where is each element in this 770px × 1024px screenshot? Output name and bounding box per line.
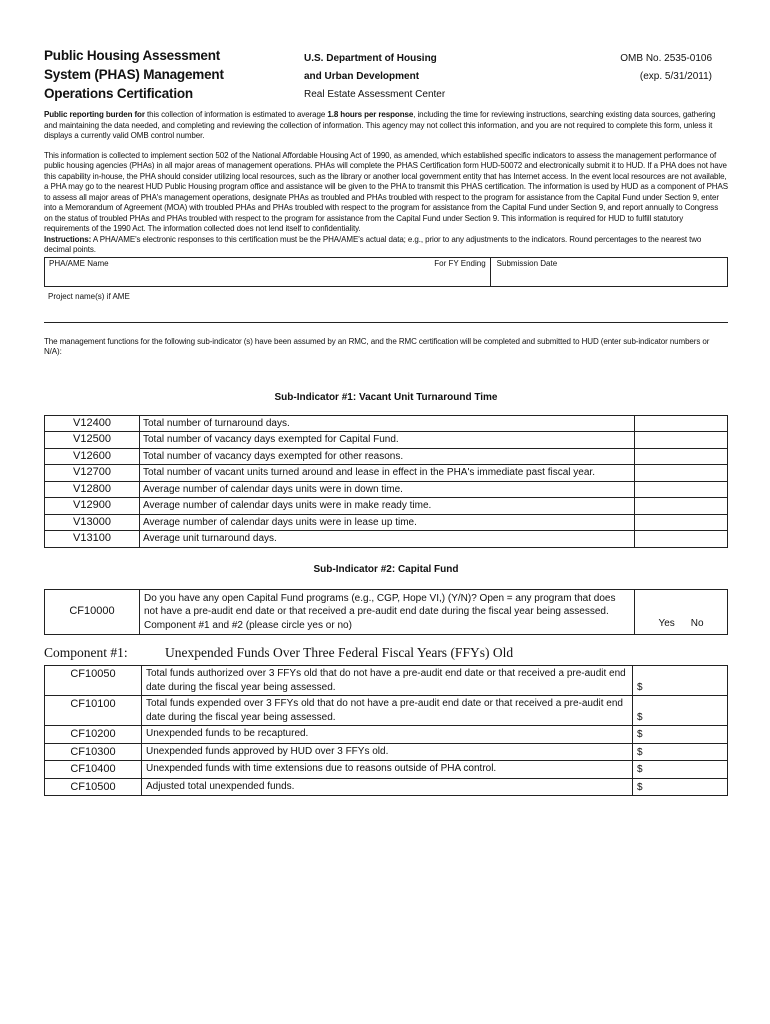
answer-cell[interactable] [635, 481, 728, 498]
instructions-text: A PHA/AME's electronic responses to this certification must be the PHA/AME's actual data; e.g., prior to any adjustments to the indicators. Round percentages to the nearest two decimal points. [44, 234, 702, 254]
table-row [45, 465, 728, 482]
pha-name-field[interactable] [45, 257, 411, 286]
dollar-answer[interactable]: $ [633, 778, 728, 796]
project-name-field[interactable] [44, 287, 728, 323]
component-1-table [44, 665, 728, 796]
submission-date-label: Submission Date [496, 258, 558, 268]
fy-ending-label: For FY Ending [434, 258, 486, 268]
sub-indicator-1-table [44, 415, 728, 548]
sub-indicator-2-title: Sub-Indicator #2: Capital Fund [313, 563, 459, 575]
answer-cell[interactable] [635, 448, 728, 465]
item-description: Total funds expended over 3 FFYs old that do not have a pre-audit end date or that received a pre-audit end date during the fiscal year being assessed. [142, 696, 633, 726]
item-code: CF10050 [45, 666, 142, 696]
form-title-line: Operations Certification [44, 86, 193, 101]
info-statement: This information is collected to implement section 502 of the National Affordable Housing Act of 1990, as amended, which established specific indicators to assess the management performance of public housing agencies (PHAs) in all major areas of management operations. PHAs will complete the PHAS Certification form HUD-50072 and electronically submit it to HUD. If a PHA does not have this capability in-house, the PHA should consider utilizing local resources, such as the library or another local government entity that has Internet access. In the event local resources are not available, a PHA may go to the nearest HUD Public Housing program office and assistance will be given to the PHA to transmit this PHAS certification. The information is used by HUD as a component of PHAS to assess all major areas of PHA's management operations, designate PHAs as troubled and PHAs troubled with respect to the program for assistance from the Capital Fund under Section 9, enter into a Memorandum of Agreement (MOA) with troubled PHAs and PHAs troubled with respect to the program for assistance from the Capital Fund under Section 9, and report annually to Congress on the status of troubled PHAs and PHAs troubled with respect to the program for assistance from the Capital Fund under Section 9. This information is required for HUD to fulfill statutory requirements of the 1990 Act. The information collected does not lend itself to confidentiality. [44, 150, 728, 233]
form-page [44, 44, 728, 796]
item-code: V13000 [45, 514, 140, 531]
item-description: Average number of calendar days units were in lease up time. [140, 514, 635, 531]
item-description: Total number of vacancy days exempted for other reasons. [140, 448, 635, 465]
department-name: U.S. Department of Housing [304, 53, 437, 64]
omb-block [620, 50, 712, 86]
table-row [45, 743, 728, 761]
item-code: CF10000 [45, 589, 140, 635]
item-code: V12900 [45, 498, 140, 515]
form-header [44, 44, 728, 106]
department-name-cont: and Urban Development [304, 71, 420, 82]
answer-cell[interactable] [635, 498, 728, 515]
capital-fund-question-table [44, 589, 728, 636]
table-row [45, 666, 728, 696]
table-row [45, 726, 728, 744]
form-title [44, 46, 224, 103]
item-code: V12500 [45, 432, 140, 449]
dollar-answer[interactable]: $ [633, 761, 728, 779]
question-text: Do you have any open Capital Fund programs (e.g., CGP, Hope VI,) (Y/N)? Open = any program that does not have a pre-audit end date or that received a pre-audit end date during the fiscal year being assessed. Component #1 and #2 (please circle yes or no) [140, 589, 635, 635]
omb-number: OMB No. 2535-0106 [620, 53, 712, 64]
component-label: Component #1: [44, 645, 128, 660]
component-title: Unexpended Funds Over Three Federal Fiscal Years (FFYs) Old [165, 645, 514, 660]
item-description: Total number of vacant units turned around and lease in effect in the PHA's immediate past fiscal year. [140, 465, 635, 482]
burden-lead: Public reporting burden for [44, 110, 145, 119]
item-code: CF10400 [45, 761, 142, 779]
identification-table [44, 257, 728, 287]
item-code: V12600 [45, 448, 140, 465]
table-row [45, 696, 728, 726]
table-row [45, 448, 728, 465]
item-code: V12400 [45, 415, 140, 432]
dollar-answer[interactable]: $ [633, 743, 728, 761]
table-row [45, 589, 728, 635]
fy-ending-field[interactable] [411, 257, 491, 286]
table-row [45, 514, 728, 531]
burden-text-1: this collection of information is estimated to average [144, 110, 328, 119]
submission-date-field[interactable] [490, 257, 727, 286]
answer-cell[interactable] [635, 531, 728, 548]
yes-no-answer [635, 589, 728, 635]
item-code: CF10200 [45, 726, 142, 744]
table-row [45, 432, 728, 449]
dollar-answer[interactable]: $ [633, 666, 728, 696]
item-code: V13100 [45, 531, 140, 548]
table-row [45, 531, 728, 548]
project-name-label: Project name(s) if AME [48, 291, 130, 301]
table-row [45, 761, 728, 779]
dollar-answer[interactable]: $ [633, 726, 728, 744]
dollar-answer[interactable]: $ [633, 696, 728, 726]
item-description: Total funds authorized over 3 FFYs old that do not have a pre-audit end date or that received a pre-audit end date during the fiscal year being assessed. [142, 666, 633, 696]
item-description: Average number of calendar days units were in down time. [140, 481, 635, 498]
omb-expiration: (exp. 5/31/2011) [639, 71, 712, 82]
yes-option[interactable]: Yes [658, 617, 675, 629]
item-code: V12800 [45, 481, 140, 498]
table-row [45, 778, 728, 796]
answer-cell[interactable] [635, 415, 728, 432]
pha-name-label: PHA/AME Name [49, 258, 109, 268]
answer-cell[interactable] [635, 514, 728, 531]
department-block [304, 50, 445, 104]
sub-indicator-1-title: Sub-Indicator #1: Vacant Unit Turnaround Time [274, 391, 498, 403]
item-description: Total number of turnaround days. [140, 415, 635, 432]
table-row [45, 415, 728, 432]
rmc-statement: The management functions for the following sub-indicator (s) have been assumed by an RMC, and the RMC certification will be completed and submitted to HUD (enter sub-indicator numbers or N/A): [44, 336, 710, 356]
item-description: Total number of vacancy days exempted for Capital Fund. [140, 432, 635, 449]
form-title-line: Public Housing Assessment [44, 48, 221, 63]
item-description: Average number of calendar days units were in make ready time. [140, 498, 635, 515]
table-row [45, 481, 728, 498]
center-name: Real Estate Assessment Center [304, 89, 446, 100]
item-description: Unexpended funds approved by HUD over 3 FFYs old. [142, 743, 633, 761]
item-code: CF10300 [45, 743, 142, 761]
item-description: Unexpended funds with time extensions due to reasons outside of PHA control. [142, 761, 633, 779]
item-code: CF10500 [45, 778, 142, 796]
burden-hours: 1.8 hours per response [327, 110, 414, 119]
answer-cell[interactable] [635, 465, 728, 482]
burden-statement [44, 110, 728, 142]
item-code: V12700 [45, 465, 140, 482]
instructions-label: Instructions: [44, 234, 92, 244]
item-code: CF10100 [45, 696, 142, 726]
burden-text-2: , including the time for reviewing instructions, searching existing data sources, gathering and maintaining the data needed, and completing and reviewing the collection of information. This agency may not collect this information, and you are not required to complete this form, unless it displays a currently valid OMB control number. [44, 110, 716, 140]
item-description: Average unit turnaround days. [140, 531, 635, 548]
item-description: Adjusted total unexpended funds. [142, 778, 633, 796]
answer-cell[interactable] [635, 432, 728, 449]
component-1-heading [44, 645, 728, 663]
item-description: Unexpended funds to be recaptured. [142, 726, 633, 744]
no-option[interactable]: No [690, 617, 704, 629]
form-title-line: System (PHAS) Management [44, 67, 224, 82]
table-row [45, 498, 728, 515]
instructions [44, 235, 728, 256]
